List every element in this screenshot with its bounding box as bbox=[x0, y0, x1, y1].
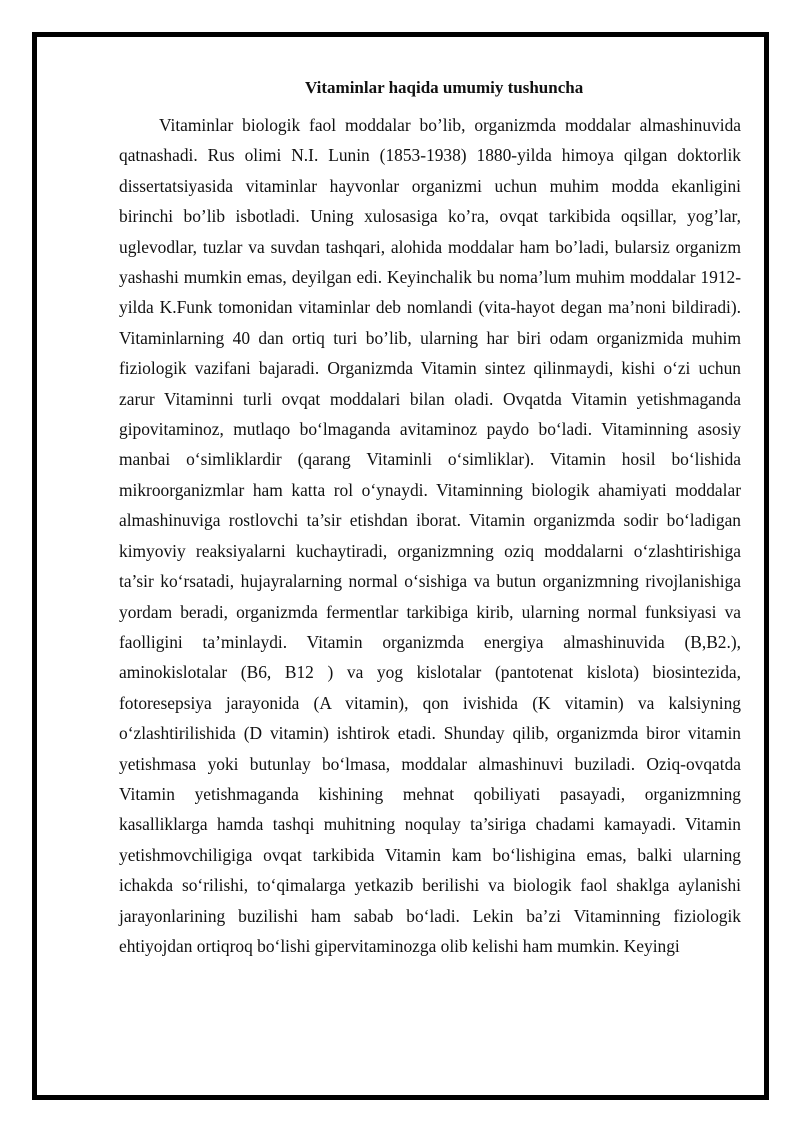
document-content bbox=[119, 78, 741, 961]
document-title: Vitaminlar haqida umumiy tushuncha bbox=[305, 78, 584, 97]
document-body-paragraph: Vitaminlar biologik faol moddalar bo’lib, organizmda moddalar almashinuvida qatnashadi. Rus olimi N.I. Lunin (1853-1938) 1880-yilda himoya qilgan doktorlik dissertatsiyasida vitaminlar hayvonlar organizmi uchun muhim modda ekanligini birinchi bo’lib isbotladi. Uning xulosasiga ko’ra, ovqat tarkibida oqsillar, yog’lar, uglevodlar, tuzlar va suvdan tashqari, alohida moddalar ham bo’ladi, bularsiz organizm yashashi mumkin emas, deyilgan edi. Keyinchalik bu noma’lum muhim moddalar 1912-yilda K.Funk tomonidan vitaminlar deb nomlandi (vita-hayot degan ma’noni bildiradi). Vitaminlarning 40 dan ortiq turi bo’lib, ularning har biri odam organizmida muhim fiziologik vazifani bajaradi. Organizmda Vitamin sintez qilinmaydi, kishi o‘zi uchun zarur Vitaminni turli ovqat moddalari bilan oladi. Ovqatda Vitamin yetishmaganda gipovitaminoz, mutlaqo bo‘lmaganda avitaminoz paydo bo‘ladi. Vitaminning asosiy manbai o‘simliklardir (qarang Vitaminli o‘simliklar). Vitamin hosil bo‘lishida mikroorganizmlar ham katta rol o‘ynaydi. Vitaminning biologik ahamiyati moddalar almashinuviga rostlovchi ta’sir etishdan iborat. Vitamin organizmda sodir bo‘ladigan kimyoviy reaksiyalarni kuchaytiradi, organizmning oziq moddalarni o‘zlashtirishiga ta’sir ko‘rsatadi, hujayralarning normal o‘sishiga va butun organizmning rivojlanishiga yordam beradi, organizmda fermentlar tarkibiga kirib, ularning normal funksiyasi va faolligini ta’minlaydi. Vitamin organizmda energiya almashinuvida (B,B2.), aminokislotalar (B6, B12 ) va yog kislotalar (pantotenat kislota) biosintezida, fotoresepsiya jarayonida (A vitamin), qon ivishida (K vitamin) va kalsiyning o‘zlashtirilishida (D vitamin) ishtirok etadi. Shunday qilib, organizmda biror vitamin yetishmasa yoki butunlay bo‘lmasa, moddalar almashinuvi buziladi. Oziq-ovqatda Vitamin yetishmaganda kishining mehnat qobiliyati pasayadi, organizmning kasalliklarga hamda tashqi muhitning noqulay ta’siriga chadami kamayadi. Vitamin yetishmovchiligiga ovqat tarkibida Vitamin kam bo‘lishigina emas, balki ularning ichakda so‘rilishi, to‘qimalarga yetkazib berilishi va biologik faol shaklga aylanishi jarayonlarining buzilishi ham sabab bo‘ladi. Lekin ba’zi Vitaminning fiziologik ehtiyojdan ortiqroq bo‘lishi gipervitaminozga olib kelishi ham mumkin. Keyingi bbox=[119, 115, 741, 956]
